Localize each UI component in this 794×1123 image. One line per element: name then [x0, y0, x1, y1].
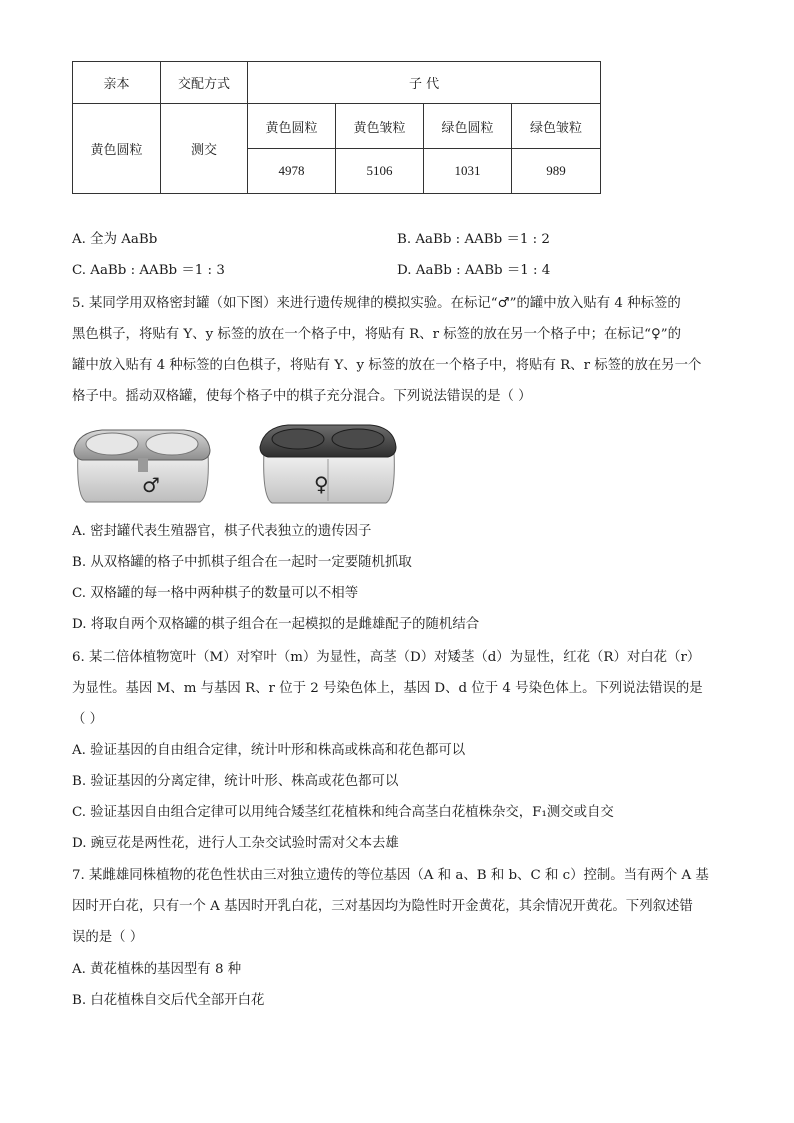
q5-option-b: B. 从双格罐的格子中抓棋子组合在一起时一定要随机抓取 — [72, 555, 412, 570]
header-parent: 亲本 — [73, 62, 161, 104]
q4-option-b: B. AaBb : AABb ＝1 : 2 — [397, 232, 550, 247]
q6-stem: 为显性。基因 M、m 与基因 R、r 位于 2 号染色体上，基因 D、d 位于 4 号染色体上。下列说法错误的是 — [72, 681, 703, 696]
offspring-header: 黄色圆粒 — [248, 104, 336, 149]
male-symbol: ♂ — [142, 473, 160, 497]
male-jar-image — [72, 422, 212, 506]
cell-mating: 测交 — [161, 104, 248, 194]
q6-option-c: C. 验证基因自由组合定律可以用纯合矮茎红花植株和纯合高茎白花植株杂交，F₁测交或自交 — [72, 805, 614, 820]
q7-option-a: A. 黄花植株的基因型有 8 种 — [72, 962, 242, 977]
female-symbol: ♀ — [314, 472, 329, 496]
q5-stem: 黑色棋子，将贴有 Y、y 标签的放在一个格子中，将贴有 R、r 标签的放在另一个格子中；在标记“♀”的 — [72, 327, 682, 342]
q7-stem: 7. 某雌雄同株植物的花色性状由三对独立遗传的等位基因（A 和 a、B 和 b、C 和 c）控制。当有两个 A 基 — [72, 868, 709, 883]
cell-parent: 黄色圆粒 — [73, 104, 161, 194]
q5-option-c: C. 双格罐的每一格中两种棋子的数量可以不相等 — [72, 586, 359, 601]
offspring-count: 1031 — [424, 149, 512, 194]
q4-option-a: A. 全为 AaBb — [72, 232, 158, 247]
offspring-count: 989 — [512, 149, 601, 194]
offspring-header: 黄色皱粒 — [336, 104, 424, 149]
q7-stem: 因时开白花，只有一个 A 基因时开乳白花，三对基因均为隐性时开金黄花，其余情况开黄花。下列叙述错 — [72, 899, 693, 914]
header-offspring: 子 代 — [248, 62, 601, 104]
offspring-count: 5106 — [336, 149, 424, 194]
offspring-header: 绿色皱粒 — [512, 104, 601, 149]
header-mating: 交配方式 — [161, 62, 248, 104]
q5-stem: 5. 某同学用双格密封罐（如下图）来进行遗传规律的模拟实验。在标记“♂”的罐中放入贴有 4 种标签的 — [72, 296, 681, 311]
q6-option-d: D. 豌豆花是两性花，进行人工杂交试验时需对父本去雄 — [72, 836, 399, 851]
q6-stem: （ ） — [72, 712, 104, 727]
q4-option-c: C. AaBb : AABb ＝1 : 3 — [72, 263, 225, 278]
offspring-header: 绿色圆粒 — [424, 104, 512, 149]
q6-stem: 6. 某二倍体植物宽叶（M）对窄叶（m）为显性，高茎（D）对矮茎（d）为显性，红花（R）对白花（r） — [72, 650, 701, 665]
q5-option-d: D. 将取自两个双格罐的棋子组合在一起模拟的是雌雄配子的随机结合 — [72, 617, 480, 632]
q7-option-b: B. 白花植株自交后代全部开白花 — [72, 993, 265, 1008]
cross-result-table — [72, 61, 601, 194]
female-jar-image — [258, 421, 398, 507]
q7-stem: 误的是（ ） — [72, 930, 144, 945]
q6-option-b: B. 验证基因的分离定律，统计叶形、株高或花色都可以 — [72, 774, 399, 789]
q5-stem: 格子中。摇动双格罐，使每个格子中的棋子充分混合。下列说法错误的是（ ） — [72, 389, 532, 404]
offspring-count: 4978 — [248, 149, 336, 194]
q5-stem: 罐中放入贴有 4 种标签的白色棋子，将贴有 Y、y 标签的放在一个格子中，将贴有 R、r 标签的放在另一个 — [72, 358, 702, 373]
q5-option-a: A. 密封罐代表生殖器官，棋子代表独立的遗传因子 — [72, 524, 372, 539]
q6-option-a: A. 验证基因的自由组合定律，统计叶形和株高或株高和花色都可以 — [72, 743, 466, 758]
q4-option-d: D. AaBb : AABb ＝1 : 4 — [397, 263, 551, 278]
